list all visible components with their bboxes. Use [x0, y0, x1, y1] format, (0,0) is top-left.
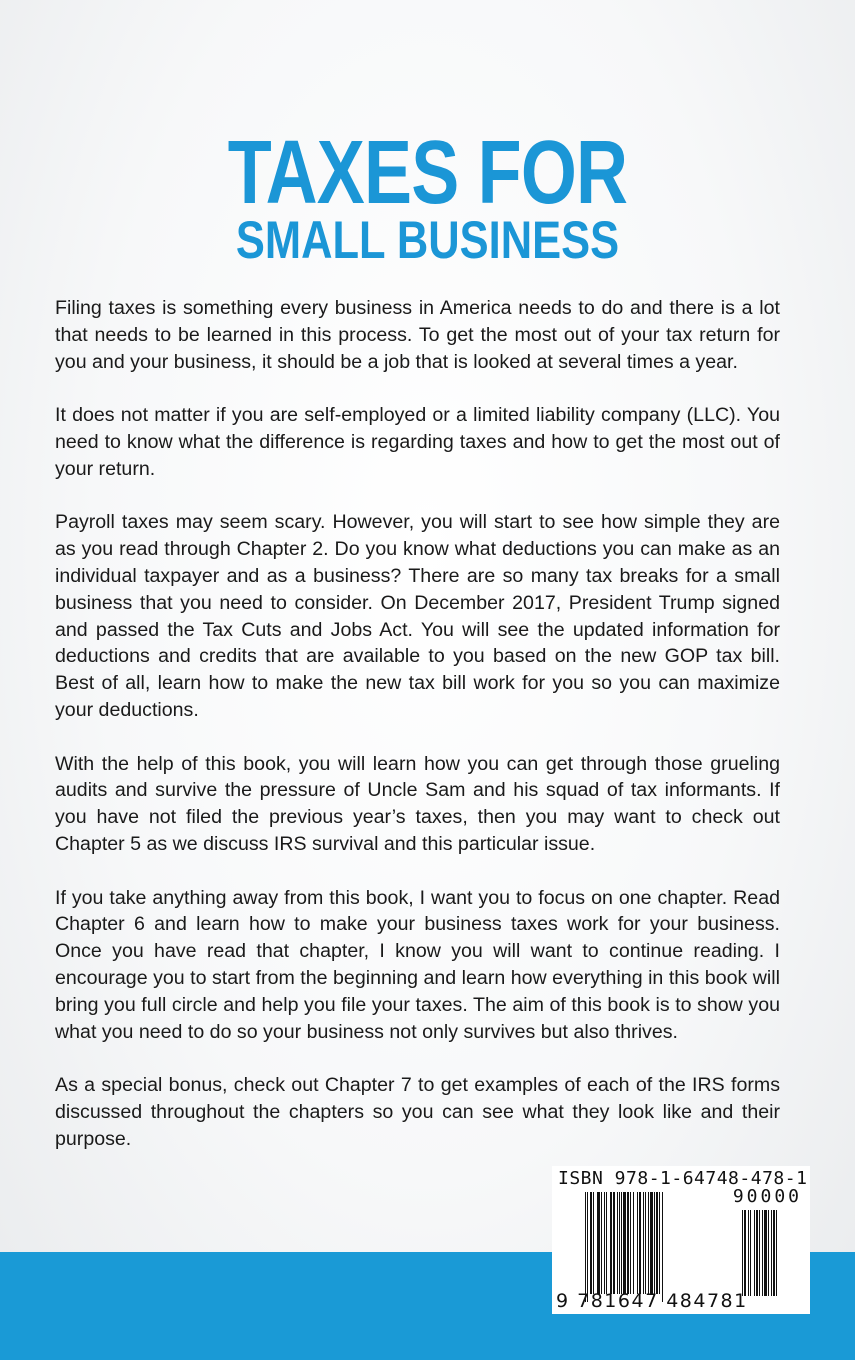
barcode-bar [650, 1192, 653, 1294]
barcode-bar [744, 1210, 746, 1296]
blurb-paragraph: As a special bonus, check out Chapter 7 to get examples of each of the IRS forms discussed throughout the chapters so you can see what they look like and their purpose. [55, 1074, 780, 1150]
blurb-paragraph: If you take anything away from this book, I want you to focus on one chapter. Read Chapter 6 and learn how to make your business taxes work for your business. Once you have read that chapter, I know you will want to continue reading. I encourage you to start from the beginning and learn how everything in this book will bring you full circle and help you file your taxes. The aim of this book is to show you what you need to do so your business not only survives but also thrives. [55, 886, 780, 1043]
barcode-bar [656, 1192, 658, 1294]
barcode-bar [613, 1192, 615, 1294]
barcode-bar [748, 1210, 749, 1296]
barcode-bar [606, 1192, 607, 1294]
barcode-bar [654, 1192, 655, 1294]
barcode-bar [776, 1210, 777, 1296]
barcode-bar [759, 1210, 760, 1296]
ean-number: 9 781647 484781 [556, 1290, 748, 1312]
barcode-bar [590, 1192, 592, 1294]
barcode-bar [648, 1192, 649, 1294]
barcode-bar [601, 1192, 602, 1294]
barcode-bar [645, 1192, 646, 1294]
barcode-bar [662, 1192, 663, 1302]
barcode-bar [587, 1192, 588, 1302]
barcode-bar [604, 1192, 605, 1294]
barcode-bar [764, 1210, 767, 1296]
addon-number: 90000 [732, 1186, 802, 1207]
barcode-bar [633, 1192, 634, 1294]
barcode-bar [762, 1210, 763, 1296]
barcode-bar [630, 1192, 631, 1294]
barcode-bar [621, 1192, 622, 1294]
blurb-paragraph: Filing taxes is something every business in America needs to do and there is a lot that needs to be learned in this process. To get the most out of your tax return for you and your business, it should be a job that is looked at several times a year. [55, 297, 780, 373]
barcode-bar [659, 1192, 660, 1294]
book-title-line2: SMALL BUSINESS [235, 211, 620, 270]
barcode-bar [639, 1192, 641, 1294]
blurb [55, 295, 780, 1179]
barcode-bar [756, 1210, 758, 1296]
blurb-paragraph: With the help of this book, you will learn how you can get through those grueling audits and survive the pressure of Uncle Sam and his squad of tax informants. If you have not filed the previous year’s taxes, then you may want to check out Chapter 5 as we discuss IRS survival and this particular issue. [55, 752, 780, 855]
barcode-bar [771, 1210, 772, 1296]
barcode-bar [750, 1210, 751, 1296]
blurb-paragraph: It does not matter if you are self-employed or a limited liability company (LLC). You need to know what the difference is regarding taxes and how to get the most out of your return. [55, 404, 780, 480]
blurb-paragraph: Payroll taxes may seem scary. However, you will start to see how simple they are as you read through Chapter 2. Do you know what deductions you can make as an individual taxpayer and as a business? There are so many tax breaks for a small business that you need to consider. On December 2017, President Trump signed and passed the Tax Cuts and Jobs Act. You will see the updated information for deductions and credits that are available to you based on the new GOP tax bill. Best of all, learn how to make the new tax bill work for you so you can maximize your deductions. [55, 511, 780, 721]
barcode-bar [610, 1192, 612, 1294]
barcode-bar [742, 1210, 743, 1296]
isbn-barcode [552, 1166, 810, 1314]
barcode-bar [597, 1192, 600, 1294]
barcode-bar [637, 1192, 638, 1294]
isbn-label: ISBN 978-1-64748-478-1 [558, 1168, 808, 1189]
barcode-bar [627, 1192, 629, 1294]
book-title-line1: TAXES FOR [227, 123, 628, 223]
barcode-bar [643, 1192, 644, 1294]
barcode-bar [768, 1210, 769, 1296]
barcode-bar [593, 1192, 594, 1294]
barcode-bar [585, 1192, 586, 1302]
barcode-bar [623, 1192, 626, 1294]
barcode-bar [619, 1192, 620, 1294]
barcode-bar [617, 1192, 618, 1294]
barcode-bar [773, 1210, 775, 1296]
barcode-bar [754, 1210, 755, 1296]
